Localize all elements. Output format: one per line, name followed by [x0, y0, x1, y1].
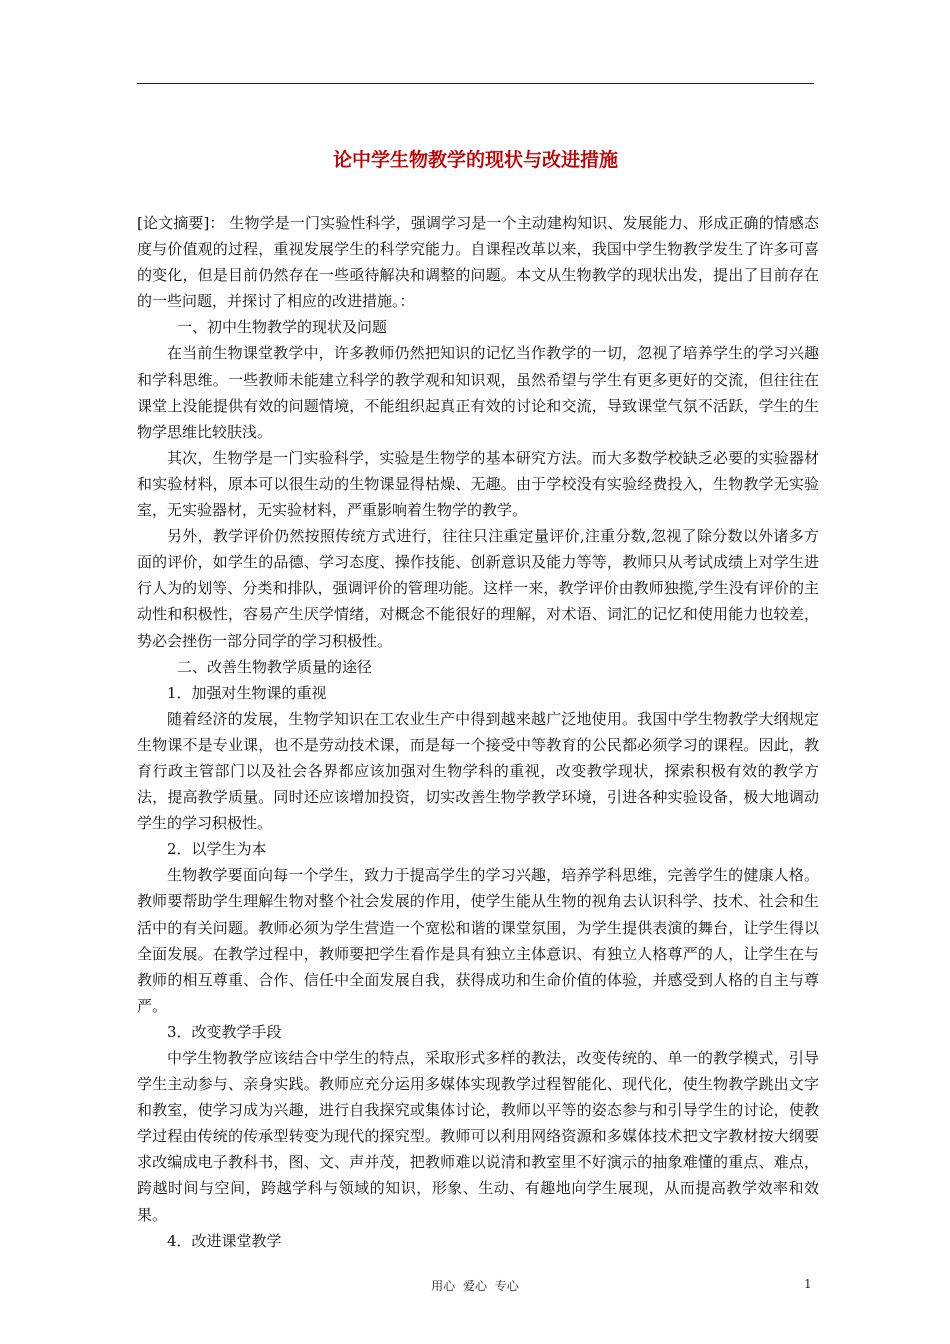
page-number: 1: [804, 1277, 812, 1291]
footer-motto: 用心 爱心 专心: [431, 1279, 519, 1293]
document-body: [137, 210, 819, 1254]
document-title: 论中学生物教学的现状与改进措施: [332, 149, 618, 171]
body-paragraph: 中学生物教学应该结合中学生的特点，采取形式多样的教法，改变传统的、单一的教学模式，引导学生主动参与、亲身实践。教师应充分运用多媒体实现教学过程智能化、现代化，使生物教学跳出文字和教室，使学习成为兴趣，进行自我探究或集体讨论，教师以平等的姿态参与和引导学生的讨论，使教学过程由传统的传承型转变为现代的探究型。教师可以利用网络资源和多媒体技术把文字教材按大纲要求改编成电子教科书，图、文、声并茂，把教师难以说清和教室里不好演示的抽象难懂的重点、难点，跨越时间与空间，跨越学科与领域的知识，形象、生动、有趣地向学生展现，从而提高教学效率和效果。: [137, 1049, 819, 1224]
subsection-heading-4: 4．改进课堂教学: [167, 1231, 282, 1250]
body-paragraph: 在当前生物课堂教学中，许多教师仍然把知识的记忆当作教学的一切，忽视了培养学生的学习兴趣和学科思维。一些教师未能建立科学的教学观和知识观，虽然希望与学生有更多更好的交流，但往往在课堂上没能提供有效的问题情境，不能组织起真正有效的讨论和交流，导致课堂气氛不活跃，学生的生物学思维比较肤浅。: [137, 344, 819, 441]
abstract-paragraph: [论文摘要]： 生物学是一门实验性科学，强调学习是一个主动建构知识、发展能力、形成正确的情感态度与价值观的过程，重视发展学生的科学究能力。自课程改革以来，我国中学生物教学发生了许多可喜的变化，但是目前仍然存在一些亟待解决和调整的问题。本文从生物教学的现状出发，提出了目前存在的一些问题，并探讨了相应的改进措施。：: [137, 214, 819, 311]
page-footer: [0, 1277, 950, 1299]
section-heading-2: 二、改善生物教学质量的途径: [177, 657, 373, 676]
subsection-heading-1: 1．加强对生物课的重视: [167, 683, 327, 702]
subsection-heading-3: 3．改变教学手段: [167, 1022, 282, 1041]
subsection-heading-2: 2．以学生为本: [167, 840, 267, 859]
body-paragraph: 随着经济的发展，生物学知识在工农业生产中得到越来越广泛地使用。我国中学生物教学大纲规定生物课不是专业课，也不是劳动技术课，而是每一个接受中等教育的公民都必须学习的课程。因此，教育行政主管部门以及社会各界都应该加强对生物学科的重视，改变教学现状，探索积极有效的教学方法，提高教学质量。同时还应该增加投资，切实改善生物学教学环境，引进各种实验设备，极大地调动学生的学习积极性。: [137, 709, 819, 833]
body-paragraph: 生物教学要面向每一个学生，致力于提高学生的学习兴趣，培养学科思维，完善学生的健康人格。教师要帮助学生理解生物对整个社会发展的作用，使学生能从生物的视角去认识科学、技术、社会和生活中的有关问题。教师必须为学生营造一个宽松和谐的课堂氛围，为学生提供表演的舞台，让学生得以全面发展。在教学过程中，教师要把学生看作是具有独立主体意识、有独立人格尊严的人，让学生在与教师的相互尊重、合作、信任中全面发展自我，获得成功和生命价值的体验，并感受到人格的自主与尊严。: [137, 866, 819, 1015]
section-heading-1: 一、初中生物教学的现状及问题: [177, 318, 388, 337]
body-paragraph: 另外，教学评价仍然按照传统方式进行，往往只注重定量评价,注重分数,忽视了除分数以外诸多方面的评价，如学生的品德、学习态度、操作技能、创新意识及能力等等，教师只从考试成绩上对学生进行人为的划等、分类和排队，强调评价的管理功能。这样一来，教学评价由教师独揽,学生没有评价的主动性和积极性，容易产生厌学情绪，对概念不能很好的理解，对术语、词汇的记忆和使用能力也较差，势必会挫伤一部分同学的学习积极性。: [137, 527, 819, 650]
body-paragraph: 其次，生物学是一门实验科学，实验是生物学的基本研究方法。而大多数学校缺乏必要的实验器材和实验材料，原本可以很生动的生物课显得枯燥、无趣。由于学校没有实验经费投入，生物教学无实验室，无实验器材，无实验材料，严重影响着生物学的教学。: [137, 448, 819, 520]
header-rule: [137, 83, 814, 84]
